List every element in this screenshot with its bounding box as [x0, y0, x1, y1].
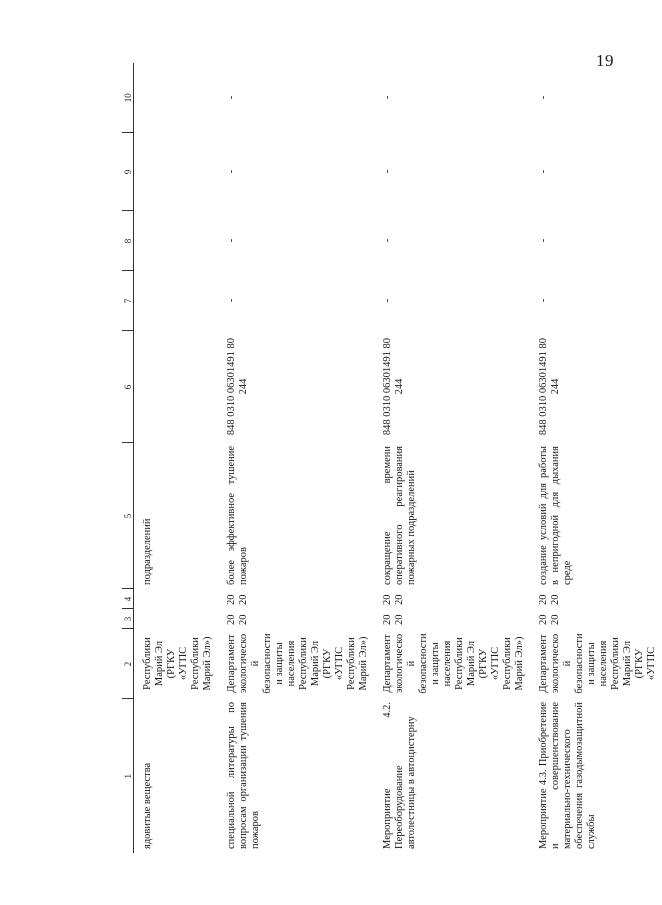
- end-year-cell: 2020: [226, 594, 249, 605]
- expected-result-cell: сокращение времени оперативного реагирования пожарных подразделений: [382, 446, 417, 585]
- activity-name-cell: Мероприятие 4.2. Переоборудование автолестницы в автоцистерну: [382, 702, 417, 849]
- rotated-table-container: [122, 63, 657, 853]
- value-cell: -: [538, 169, 549, 174]
- start-year-cell: 2020: [226, 614, 249, 625]
- value-cell: -: [226, 95, 237, 100]
- column-header: 6: [122, 331, 134, 443]
- budget-code-cell: 848 0310 06301491 80 244: [538, 337, 561, 436]
- header-row: [122, 63, 134, 853]
- column-header: 1: [122, 699, 134, 853]
- column-header: 5: [122, 443, 134, 589]
- executor-cell: Департамент экологической безопасности и защиты населения Республики Марий Эл (РГКУ «УГПС: [538, 633, 657, 694]
- value-cell: -: [226, 298, 237, 303]
- activity-name-cell: ядовитые вещества: [142, 762, 153, 849]
- column-header: 9: [122, 133, 134, 211]
- column-header: 7: [122, 271, 134, 331]
- start-year-cell: 2020: [382, 614, 405, 625]
- value-cell: [134, 63, 219, 133]
- value-cell: -: [382, 298, 393, 303]
- column-header: 8: [122, 211, 134, 271]
- table-row: [134, 63, 219, 853]
- expected-result-cell: подразделений: [142, 518, 153, 585]
- expected-result-cell: создание условий для работы в непригодной для дыхания среде: [538, 446, 573, 585]
- table-row: [218, 63, 374, 853]
- budget-code-cell: 848 0310 06301491 80 244: [226, 337, 249, 436]
- start-year-cell: [134, 609, 219, 629]
- activity-name-cell: Мероприятие 4.3. Приобретение и совершенствование материально-технического обеспечения газодымозащитной службы: [538, 702, 597, 849]
- budget-code-cell: 848 0310 06301491 80 244: [382, 337, 405, 436]
- table-row: [530, 63, 662, 853]
- value-cell: -: [538, 238, 549, 243]
- value-cell: -: [226, 238, 237, 243]
- table-row: [374, 63, 530, 853]
- budget-code-cell: [134, 331, 219, 443]
- value-cell: -: [538, 95, 549, 100]
- value-cell: -: [382, 238, 393, 243]
- value-cell: [134, 271, 219, 331]
- value-cell: -: [538, 298, 549, 303]
- executor-cell: Департамент экологической безопасности и защиты населения Республики Марий Эл (РГКУ «УГПС Республики Марий Эл»): [382, 633, 525, 694]
- page-number: 19: [596, 51, 614, 70]
- column-header: 2: [122, 629, 134, 699]
- end-year-cell: [134, 589, 219, 609]
- value-cell: [134, 133, 219, 211]
- column-header: 10: [122, 63, 134, 133]
- column-header: 4: [122, 589, 134, 609]
- value-cell: -: [382, 95, 393, 100]
- value-cell: -: [382, 169, 393, 174]
- start-year-cell: 2020: [538, 614, 561, 625]
- end-year-cell: 2020: [538, 594, 561, 605]
- column-header: 3: [122, 609, 134, 629]
- end-year-cell: 2020: [382, 594, 405, 605]
- executor-cell: Департамент экологической безопасности и защиты населения Республики Марий Эл (РГКУ «УГПС Республики Марий Эл»): [226, 633, 369, 694]
- value-cell: [134, 211, 219, 271]
- value-cell: -: [226, 169, 237, 174]
- expected-result-cell: более эффективное тушение пожаров: [226, 446, 249, 585]
- program-activities-table: [122, 63, 662, 853]
- activity-name-cell: специальной литературы по вопросам организации тушения пожаров: [226, 702, 261, 849]
- executor-cell: Республики Марий Эл (РГКУ «УГПС Республики Марий Эл»): [142, 636, 213, 691]
